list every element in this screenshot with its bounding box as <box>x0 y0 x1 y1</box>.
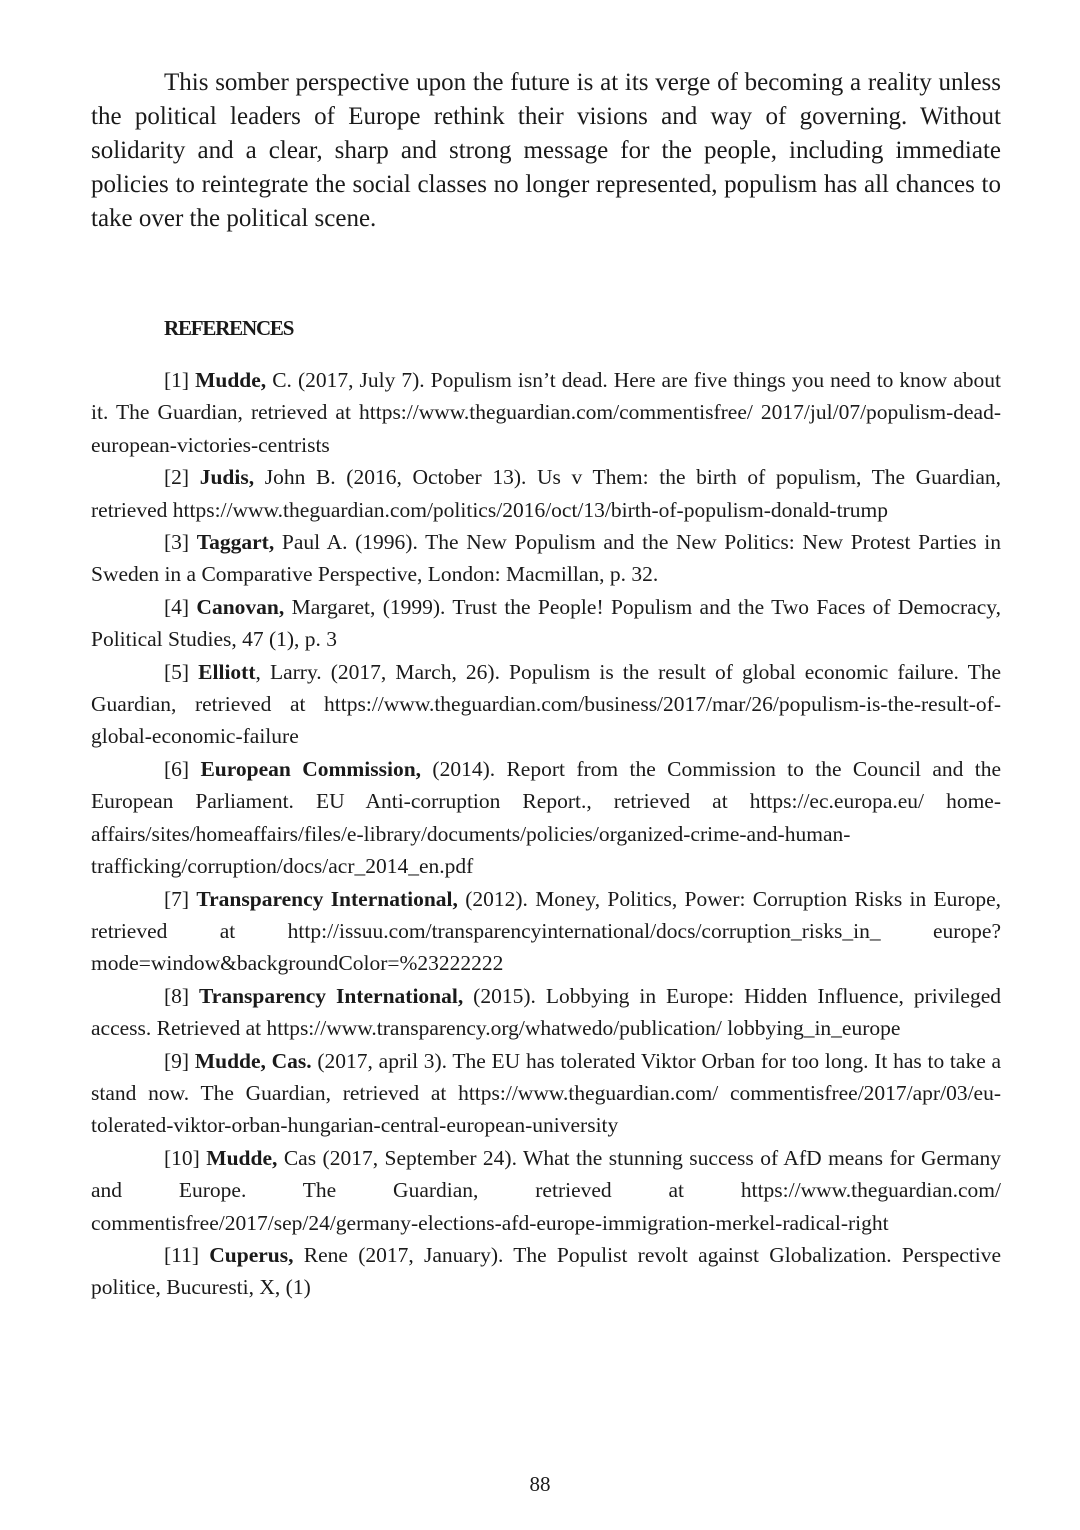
reference-item-7 <box>91 883 1001 980</box>
reference-item-4 <box>91 591 1001 656</box>
reference-author: Elliott <box>198 659 256 684</box>
reference-author: Canovan, <box>196 594 285 619</box>
reference-text: (2014). Report from the Commission to the Council and the European Parliament. EU Anti-corruption Report., retrieved at https://ec.europa.eu/ home-affairs/sites/homeaffairs/files/e-library/documents/policies/organized-crime-and-human-trafficking/corruption/docs/acr_2014_en.pdf <box>91 756 1001 879</box>
reference-item-3 <box>91 526 1001 591</box>
reference-number: [9] <box>164 1048 195 1073</box>
reference-author: Mudde, <box>195 368 267 392</box>
reference-text: Cas (2017, September 24). What the stunning success of AfD means for Germany and Europe. The Guardian, retrieved at https://www.theguardian.com/ commentisfree/2017/sep/24/germany-elections-afd-europe-immigration-merkel-radical-right <box>91 1145 1001 1235</box>
reference-number: [8] <box>164 983 200 1008</box>
reference-text: C. (2017, July 7). Populism isn’t dead. Here are five things you need to know about it. The Guardian, retrieved at https://www.theguardian.com/commentisfree/ 2017/jul/07/populism-dead-european-victories-centrists <box>91 368 1001 457</box>
reference-text: , Larry. (2017, March, 26). Populism is the result of global economic failure. The Guardian, retrieved at https://www.theguardian.com/business/2017/mar/26/populism-is-the-result-of-global-economic-failure <box>91 659 1001 749</box>
reference-text: (2017, april 3). The EU has tolerated Viktor Orban for too long. It has to take a stand now. The Guardian, retrieved at https://www.theguardian.com/ commentisfree/2017/apr/03/eu-tolerated-viktor-orban-hungarian-central-european-university <box>91 1048 1002 1138</box>
reference-number: [11] <box>164 1242 210 1267</box>
reference-author: Transparency International, <box>196 886 458 911</box>
reference-item-11 <box>91 1239 1001 1304</box>
reference-item-8 <box>91 980 1001 1045</box>
references-list <box>91 364 1001 1304</box>
reference-number: [7] <box>164 886 197 911</box>
reference-text: Paul A. (1996). The New Populism and the New Politics: New Protest Parties in Sweden in a Comparative Perspective, London: Macmillan, p. 32. <box>91 530 1001 587</box>
reference-author: Cuperus, <box>209 1242 294 1267</box>
reference-author: Mudde, Cas. <box>194 1048 312 1073</box>
reference-text: (2015). Lobbying in Europe: Hidden Influence, privileged access. Retrieved at https://www.transparency.org/whatwedo/publication/ lobbying_in_europe <box>91 983 1001 1041</box>
reference-number: [2] <box>164 465 200 490</box>
reference-author: Transparency International, <box>199 983 464 1008</box>
reference-number: [4] <box>164 594 197 619</box>
reference-item-9 <box>91 1045 1001 1142</box>
reference-number: [5] <box>164 659 199 684</box>
reference-number: [3] <box>164 530 197 555</box>
reference-number: [10] <box>164 1145 207 1170</box>
reference-author: Judis, <box>199 465 255 490</box>
reference-author: Taggart, <box>196 530 275 555</box>
reference-text: Rene (2017, January). The Populist revolt against Globalization. Perspective politice, Bucuresti, X, (1) <box>91 1242 1001 1300</box>
document-page <box>91 66 1001 1304</box>
reference-number: [1] <box>164 368 196 392</box>
reference-item-5 <box>91 656 1001 753</box>
intro-paragraph: This somber perspective upon the future is at its verge of becoming a reality unless the political leaders of Europe rethink their visions and way of governing. Without solidarity and a clear, sharp and strong message for the people, including immediate policies to reintegrate the social classes no longer represented, populism has all chances to take over the political scene. <box>91 69 1001 232</box>
reference-text: John B. (2016, October 13). Us v Them: the birth of populism, The Guardian, retrieved https://www.theguardian.com/politics/2016/oct/13/birth-of-populism-donald-trump <box>91 465 1001 522</box>
reference-text: Margaret, (1999). Trust the People! Populism and the Two Faces of Democracy, Political Studies, 47 (1), p. 3 <box>91 594 1001 652</box>
reference-item-2 <box>91 461 1001 526</box>
reference-item-10 <box>91 1142 1001 1239</box>
reference-number: [6] <box>164 756 201 781</box>
references-heading: REFERENCES <box>164 316 294 340</box>
page-number: 88 <box>529 1472 551 1496</box>
reference-author: European Commission, <box>200 756 422 781</box>
reference-author: Mudde, <box>206 1145 278 1170</box>
reference-item-1 <box>91 364 1001 461</box>
reference-item-6 <box>91 753 1001 883</box>
reference-text: (2012). Money, Politics, Power: Corruption Risks in Europe, retrieved at http://issuu.com/transparencyinternational/docs/corruption_risks_in_ europe?mode=window&backgroundColor=%23222222 <box>91 886 1001 976</box>
